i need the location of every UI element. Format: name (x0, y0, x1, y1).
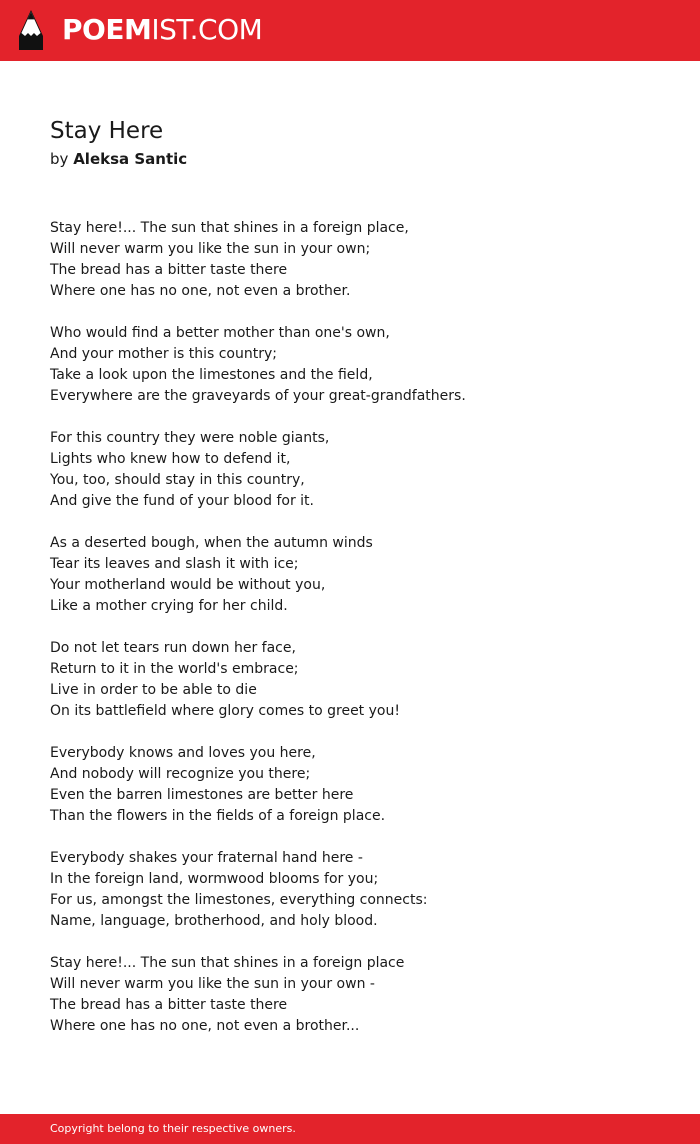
poem-stanza (50, 428, 670, 512)
poem-line: Do not let tears run down her face, (50, 640, 296, 656)
site-footer (0, 1114, 700, 1144)
poem-line: Tear its leaves and slash it with ice; (50, 556, 299, 572)
poem-line: Your motherland would be without you, (50, 577, 326, 593)
copyright-text: Copyright belong to their respective owners. (50, 1122, 296, 1135)
site-logo[interactable] (62, 12, 262, 48)
poem-stanza (50, 953, 670, 1037)
poem-line: Where one has no one, not even a brother. (50, 283, 351, 299)
poem-stanza (50, 323, 670, 407)
poem-title: Stay Here (50, 118, 164, 144)
poem-stanza (50, 743, 670, 827)
poem-line: Stay here!... The sun that shines in a foreign place, (50, 220, 409, 236)
poem-stanza (50, 848, 670, 932)
poem-stanza (50, 218, 670, 302)
poem-line: The bread has a bitter taste there (50, 262, 288, 278)
poem-line: On its battlefield where glory comes to greet you! (50, 703, 400, 719)
poem-line: In the foreign land, wormwood blooms for you; (50, 871, 379, 887)
poem-line: Will never warm you like the sun in your own; (50, 241, 371, 257)
poem-line: Everybody knows and loves you here, (50, 745, 316, 761)
poem-line: Even the barren limestones are better here (50, 787, 354, 803)
poem-line: Live in order to be able to die (50, 682, 257, 698)
poem-byline (50, 148, 187, 170)
poem-line: Like a mother crying for her child. (50, 598, 288, 614)
poem-line: Stay here!... The sun that shines in a foreign place (50, 955, 405, 971)
pencil-icon[interactable] (17, 9, 45, 51)
poem-author: Aleksa Santic (73, 150, 188, 168)
poem-body (50, 218, 670, 1058)
site-header (0, 0, 700, 61)
byline-prefix: by (50, 150, 69, 168)
poem-line: Everybody shakes your fraternal hand here - (50, 850, 363, 866)
poem-line: Return to it in the world's embrace; (50, 661, 299, 677)
poem-line: Than the flowers in the fields of a foreign place. (50, 808, 386, 824)
poem-line: Name, language, brotherhood, and holy blood. (50, 913, 378, 929)
poem-line: You, too, should stay in this country, (50, 472, 305, 488)
poem-stanza (50, 533, 670, 617)
poem-line: The bread has a bitter taste there (50, 997, 288, 1013)
logo-bold-text: POEM (62, 13, 152, 46)
poem-line: As a deserted bough, when the autumn winds (50, 535, 373, 551)
poem-line: Where one has no one, not even a brother... (50, 1018, 360, 1034)
poem-line: Who would find a better mother than one's own, (50, 325, 390, 341)
poem-line: And your mother is this country; (50, 346, 277, 362)
logo-light-text: IST.COM (151, 13, 263, 46)
poem-line: And nobody will recognize you there; (50, 766, 311, 782)
poem-line: Lights who knew how to defend it, (50, 451, 291, 467)
poem-line: Everywhere are the graveyards of your great-grandfathers. (50, 388, 466, 404)
poem-line: For this country they were noble giants, (50, 430, 330, 446)
poem-line: For us, amongst the limestones, everything connects: (50, 892, 428, 908)
poem-line: Take a look upon the limestones and the field, (50, 367, 373, 383)
poem-line: Will never warm you like the sun in your own - (50, 976, 375, 992)
poem-stanza (50, 638, 670, 722)
poem-line: And give the fund of your blood for it. (50, 493, 314, 509)
